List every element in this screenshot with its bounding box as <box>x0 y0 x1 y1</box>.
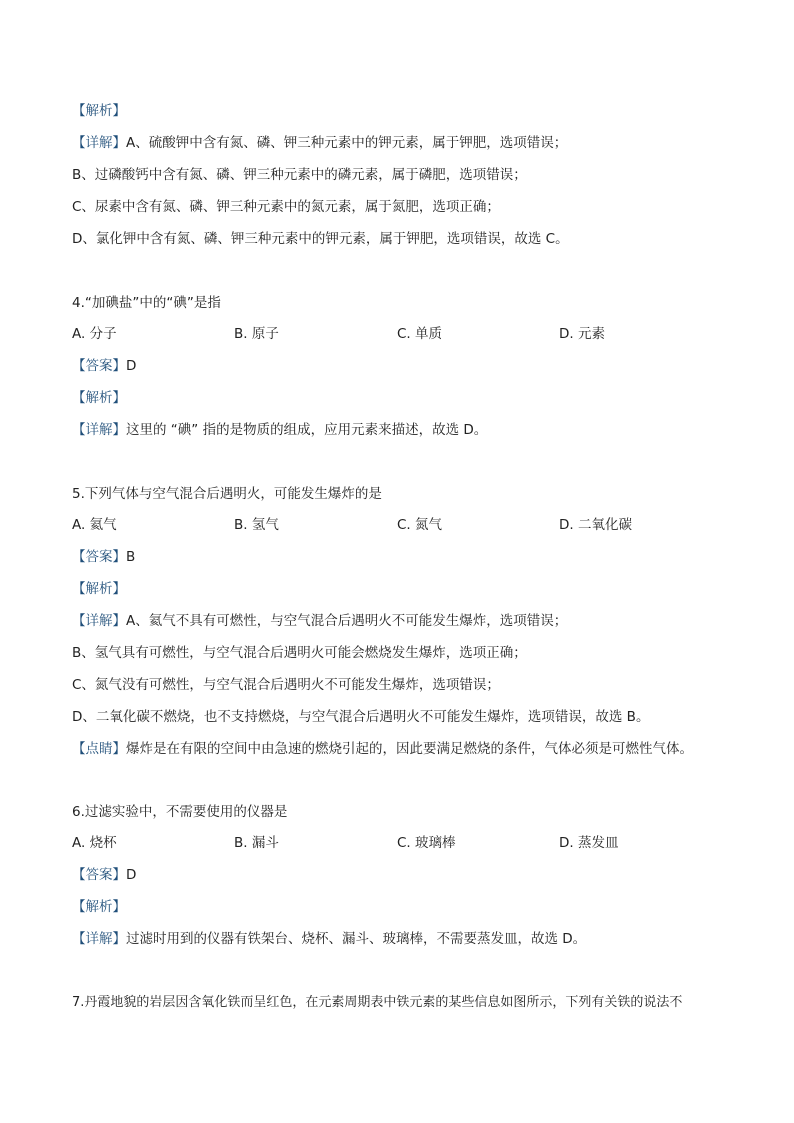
q5-answer-line <box>72 547 135 567</box>
q5-note-tag: 【点睛】 <box>72 741 126 757</box>
q5-option-a: A. 氦气 <box>72 517 117 533</box>
q5-line-a: A、氦气不具有可燃性，与空气混合后遇明火不可能发生爆炸，选项错误； <box>126 613 568 629</box>
q5-question: 5.下列气体与空气混合后遇明火，可能发生爆炸的是 <box>72 486 382 502</box>
q4-answer-tag: 【答案】 <box>72 358 126 374</box>
q5-note-line <box>72 739 693 759</box>
q5-note: 爆炸是在有限的空间中由急速的燃烧引起的，因此要满足燃烧的条件，气体必须是可燃性气体。 <box>126 741 693 757</box>
q6-option-d: D. 蒸发皿 <box>559 835 619 851</box>
q4-option-c: C. 单质 <box>397 326 443 342</box>
q4-detail-line <box>72 420 487 440</box>
q7-question: 7.丹霞地貌的岩层因含氧化铁而呈红色，在元素周期表中铁元素的某些信息如图所示，下列有关铁的说法不 <box>72 995 683 1010</box>
q5-option-b: B. 氢气 <box>234 517 279 533</box>
q5-answer: B <box>126 549 136 565</box>
q4-analysis-tag: 【解析】 <box>72 390 126 406</box>
q6-answer: D <box>126 867 137 883</box>
q4-answer-line <box>72 356 136 376</box>
q4-option-d: D. 元素 <box>559 326 605 342</box>
q6-answer-tag: 【答案】 <box>72 867 126 883</box>
q4-option-b: B. 原子 <box>234 326 279 342</box>
q5-analysis-tag: 【解析】 <box>72 581 126 597</box>
q4-option-a: A. 分子 <box>72 326 117 342</box>
q6-analysis-tag: 【解析】 <box>72 899 126 915</box>
q4-detail: 这里的 “碘” 指的是物质的组成，应用元素来描述，故选 D。 <box>126 422 488 438</box>
q6-detail: 过滤时用到的仪器有铁架台、烧杯、漏斗、玻璃棒，不需要蒸发皿，故选 D。 <box>126 931 587 947</box>
q6-question: 6.过滤实验中，不需要使用的仪器是 <box>72 804 288 820</box>
q5-line-b: B、氢气具有可燃性，与空气混合后遇明火可能会燃烧发生爆炸，选项正确； <box>72 645 527 661</box>
q3-detail-line-a <box>72 133 567 153</box>
q5-option-d: D. 二氧化碳 <box>559 517 632 533</box>
q6-detail-tag: 【详解】 <box>72 931 126 947</box>
q3-analysis-tag: 【解析】 <box>72 103 126 119</box>
q3-line-b: B、过磷酸钙中含有氮、磷、钾三种元素中的磷元素，属于磷肥，选项错误； <box>72 167 527 183</box>
q5-line-d: D、二氧化碳不燃烧，也不支持燃烧，与空气混合后遇明火不可能发生爆炸，选项错误，故选 B。 <box>72 709 650 725</box>
q5-option-c: C. 氮气 <box>397 517 443 533</box>
q4-question: 4.“加碘盐”中的“碘”是指 <box>72 295 221 311</box>
q5-answer-tag: 【答案】 <box>72 549 126 565</box>
q6-answer-line <box>72 865 136 885</box>
q6-detail-line <box>72 929 586 949</box>
q5-detail-line-a <box>72 611 567 631</box>
q6-option-c: C. 玻璃棒 <box>397 835 456 851</box>
q3-line-d: D、氯化钾中含有氮、磷、钾三种元素中的钾元素，属于钾肥，选项错误，故选 C。 <box>72 231 569 247</box>
q5-detail-tag: 【详解】 <box>72 613 126 629</box>
q3-detail-tag: 【详解】 <box>72 135 126 151</box>
q3-line-c: C、尿素中含有氮、磷、钾三种元素中的氮元素，属于氮肥，选项正确； <box>72 199 500 215</box>
q4-answer: D <box>126 358 137 374</box>
q6-option-b: B. 漏斗 <box>234 835 279 851</box>
q4-detail-tag: 【详解】 <box>72 422 126 438</box>
q3-line-a: A、硫酸钾中含有氮、磷、钾三种元素中的钾元素，属于钾肥，选项错误； <box>126 135 568 151</box>
q5-line-c: C、氮气没有可燃性，与空气混合后遇明火不可能发生爆炸，选项错误； <box>72 677 500 693</box>
q6-option-a: A. 烧杯 <box>72 835 117 851</box>
